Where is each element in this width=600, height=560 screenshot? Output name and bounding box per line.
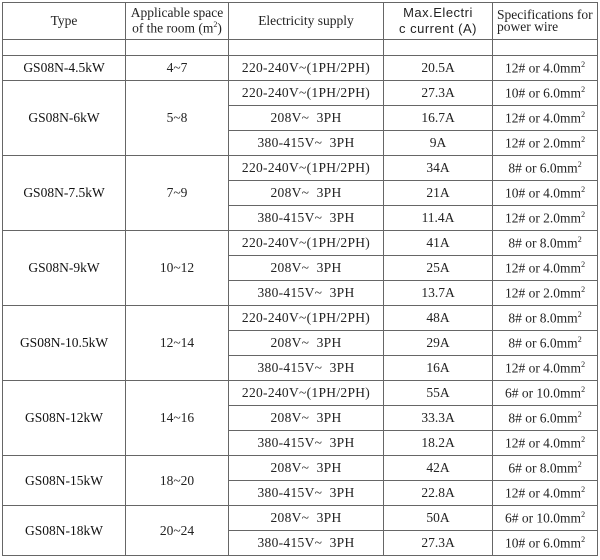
wire-spec-text: 12# or 2.0mm — [504, 285, 582, 301]
applicable-space-cell: 5~8 — [126, 81, 229, 156]
table-row — [3, 456, 598, 481]
header-electricity-supply: Electricity supply — [229, 3, 384, 40]
power-wire-cell — [493, 306, 598, 331]
wire-spec-sup: 2 — [581, 184, 586, 194]
model-type-cell: GS08N-6kW — [3, 81, 126, 156]
power-wire-cell — [493, 406, 598, 431]
blank-cell — [384, 40, 493, 56]
wire-spec-sup: 2 — [581, 259, 586, 269]
table-row — [3, 306, 598, 331]
max-current-cell: 33.3A — [384, 406, 493, 431]
power-wire-cell — [493, 331, 598, 356]
wire-spec-sup: 2 — [577, 409, 582, 419]
electricity-supply-cell: 380-415V~ 3PH — [229, 531, 384, 556]
power-wire-cell — [493, 206, 598, 231]
blank-cell — [229, 40, 384, 56]
electricity-supply-cell: 380-415V~ 3PH — [229, 481, 384, 506]
electricity-supply-cell: 208V~ 3PH — [229, 506, 384, 531]
electricity-supply-cell: 380-415V~ 3PH — [229, 206, 384, 231]
electricity-supply-cell: 208V~ 3PH — [229, 106, 384, 131]
header-wire-line2: power wire — [497, 19, 559, 34]
electricity-supply-cell: 208V~ 3PH — [229, 331, 384, 356]
wire-spec-text: 12# or 4.0mm — [504, 60, 582, 76]
header-row — [3, 3, 598, 40]
wire-spec-text: 12# or 4.0mm — [504, 110, 582, 126]
wire-spec-sup: 2 — [581, 384, 586, 394]
header-applicable-space — [126, 3, 229, 40]
max-current-cell: 9A — [384, 131, 493, 156]
model-type-cell: GS08N-12kW — [3, 381, 126, 456]
wire-spec-text: 10# or 6.0mm — [504, 535, 582, 551]
max-current-cell: 41A — [384, 231, 493, 256]
electricity-supply-cell: 380-415V~ 3PH — [229, 356, 384, 381]
applicable-space-cell: 7~9 — [126, 156, 229, 231]
max-current-cell: 11.4A — [384, 206, 493, 231]
table-body — [3, 56, 598, 556]
electricity-supply-cell: 208V~ 3PH — [229, 256, 384, 281]
model-type-cell: GS08N-9kW — [3, 231, 126, 306]
wire-spec-sup: 2 — [581, 284, 586, 294]
wire-spec-sup: 2 — [581, 509, 586, 519]
table-row — [3, 156, 598, 181]
applicable-space-cell: 14~16 — [126, 381, 229, 456]
wire-spec-sup: 2 — [577, 159, 582, 169]
power-wire-cell — [493, 506, 598, 531]
table-row — [3, 506, 598, 531]
max-current-cell: 22.8A — [384, 481, 493, 506]
power-wire-cell — [493, 356, 598, 381]
power-wire-cell — [493, 56, 598, 81]
model-type-cell: GS08N-10.5kW — [3, 306, 126, 381]
power-wire-cell — [493, 231, 598, 256]
wire-spec-text: 8# or 8.0mm — [508, 310, 578, 326]
power-wire-cell — [493, 281, 598, 306]
header-space-sup: 2 — [213, 20, 218, 30]
power-wire-cell — [493, 531, 598, 556]
wire-spec-text: 8# or 6.0mm — [508, 160, 578, 176]
wire-spec-sup: 2 — [581, 134, 586, 144]
power-wire-cell — [493, 481, 598, 506]
wire-spec-sup: 2 — [577, 334, 582, 344]
max-current-cell: 16.7A — [384, 106, 493, 131]
max-current-cell: 13.7A — [384, 281, 493, 306]
applicable-space-cell: 20~24 — [126, 506, 229, 556]
power-wire-cell — [493, 106, 598, 131]
wire-spec-sup: 2 — [581, 84, 586, 94]
wire-spec-text: 12# or 4.0mm — [504, 360, 582, 376]
header-space-close: ) — [217, 20, 222, 36]
power-wire-cell — [493, 381, 598, 406]
wire-spec-sup: 2 — [577, 309, 582, 319]
wire-spec-sup: 2 — [577, 459, 582, 469]
wire-spec-text: 12# or 4.0mm — [504, 435, 582, 451]
header-current-line1: Max.Electri — [403, 5, 473, 20]
wire-spec-sup: 2 — [581, 209, 586, 219]
wire-spec-text: 12# or 4.0mm — [504, 260, 582, 276]
wire-spec-sup: 2 — [581, 434, 586, 444]
power-wire-cell — [493, 131, 598, 156]
applicable-space-cell: 4~7 — [126, 56, 229, 81]
electricity-supply-cell: 208V~ 3PH — [229, 181, 384, 206]
power-wire-cell — [493, 181, 598, 206]
electricity-supply-cell: 380-415V~ 3PH — [229, 281, 384, 306]
wire-spec-text: 6# or 10.0mm — [504, 510, 582, 526]
power-spec-table — [2, 2, 598, 556]
wire-spec-text: 8# or 6.0mm — [508, 410, 578, 426]
max-current-cell: 42A — [384, 456, 493, 481]
header-power-wire-spec — [493, 3, 598, 40]
power-wire-cell — [493, 256, 598, 281]
electricity-supply-cell: 380-415V~ 3PH — [229, 431, 384, 456]
electricity-supply-cell: 208V~ 3PH — [229, 456, 384, 481]
header-wire-line1: Specifications for — [497, 7, 593, 22]
electricity-supply-cell: 220-240V~(1PH/2PH) — [229, 381, 384, 406]
applicable-space-cell: 18~20 — [126, 456, 229, 506]
model-type-cell: GS08N-7.5kW — [3, 156, 126, 231]
applicable-space-cell: 10~12 — [126, 231, 229, 306]
model-type-cell: GS08N-18kW — [3, 506, 126, 556]
max-current-cell: 25A — [384, 256, 493, 281]
header-space-line2: of the room (m — [132, 20, 214, 36]
electricity-supply-cell: 220-240V~(1PH/2PH) — [229, 81, 384, 106]
blank-row — [3, 40, 598, 56]
max-current-cell: 48A — [384, 306, 493, 331]
blank-cell — [126, 40, 229, 56]
wire-spec-sup: 2 — [577, 234, 582, 244]
wire-spec-text: 6# or 10.0mm — [504, 385, 582, 401]
wire-spec-text: 12# or 2.0mm — [504, 135, 582, 151]
blank-cell — [3, 40, 126, 56]
header-space-line1: Applicable space — [130, 5, 224, 21]
wire-spec-sup: 2 — [581, 109, 586, 119]
table-row — [3, 56, 598, 81]
applicable-space-cell: 12~14 — [126, 306, 229, 381]
electricity-supply-cell: 380-415V~ 3PH — [229, 131, 384, 156]
power-wire-cell — [493, 81, 598, 106]
table-row — [3, 81, 598, 106]
power-wire-cell — [493, 156, 598, 181]
max-current-cell: 27.3A — [384, 531, 493, 556]
max-current-cell: 55A — [384, 381, 493, 406]
electricity-supply-cell: 220-240V~(1PH/2PH) — [229, 156, 384, 181]
wire-spec-sup: 2 — [581, 534, 586, 544]
electricity-supply-cell: 208V~ 3PH — [229, 406, 384, 431]
power-wire-cell — [493, 431, 598, 456]
max-current-cell: 50A — [384, 506, 493, 531]
wire-spec-text: 12# or 2.0mm — [504, 210, 582, 226]
max-current-cell: 18.2A — [384, 431, 493, 456]
wire-spec-text: 8# or 8.0mm — [508, 235, 578, 251]
model-type-cell: GS08N-4.5kW — [3, 56, 126, 81]
max-current-cell: 27.3A — [384, 81, 493, 106]
wire-spec-sup: 2 — [581, 359, 586, 369]
electricity-supply-cell: 220-240V~(1PH/2PH) — [229, 56, 384, 81]
wire-spec-text: 10# or 6.0mm — [504, 85, 582, 101]
wire-spec-text: 10# or 4.0mm — [504, 185, 582, 201]
wire-spec-sup: 2 — [581, 484, 586, 494]
table-row — [3, 381, 598, 406]
max-current-cell: 21A — [384, 181, 493, 206]
wire-spec-text: 12# or 4.0mm — [504, 485, 582, 501]
electricity-supply-cell: 220-240V~(1PH/2PH) — [229, 306, 384, 331]
table-row — [3, 231, 598, 256]
wire-spec-text: 6# or 8.0mm — [508, 460, 578, 476]
header-max-current — [384, 3, 493, 40]
power-wire-cell — [493, 456, 598, 481]
max-current-cell: 20.5A — [384, 56, 493, 81]
wire-spec-sup: 2 — [581, 59, 586, 69]
header-current-line2: c current (A) — [398, 21, 477, 36]
header-type: Type — [3, 3, 126, 40]
electricity-supply-cell: 220-240V~(1PH/2PH) — [229, 231, 384, 256]
model-type-cell: GS08N-15kW — [3, 456, 126, 506]
blank-cell — [493, 40, 598, 56]
max-current-cell: 16A — [384, 356, 493, 381]
max-current-cell: 34A — [384, 156, 493, 181]
max-current-cell: 29A — [384, 331, 493, 356]
wire-spec-text: 8# or 6.0mm — [508, 335, 578, 351]
